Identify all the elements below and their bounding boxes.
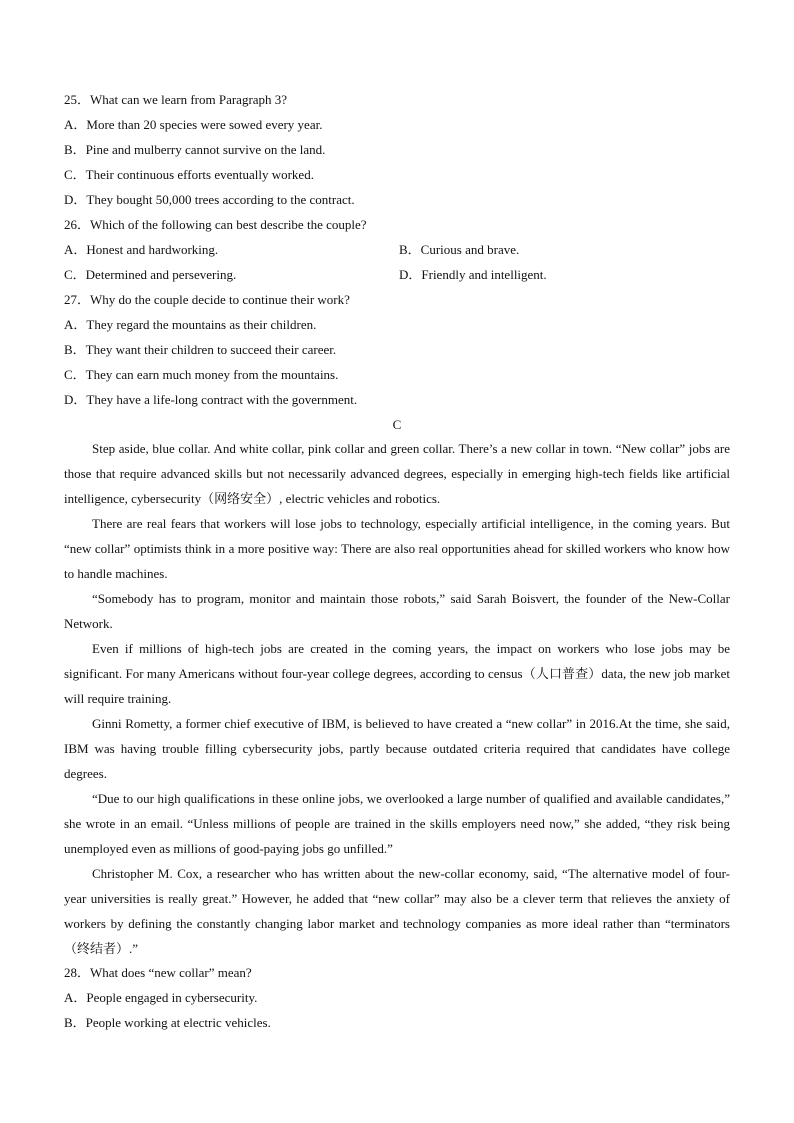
passage-paragraph-1: Step aside, blue collar. And white collar, pink collar and green collar. There’s a new collar in town. “New collar” jobs are those that require advanced skills but not necessarily advanced degrees, especially in emerging high-tech fields like artificial intelligence, cybersecurity（网络安全）, electric vehicles and robotics.	[64, 441, 730, 506]
question-27-stem: 27．Why do the couple decide to continue their work?	[64, 292, 350, 307]
question-26-option-d: D．Friendly and intelligent.	[399, 267, 547, 282]
question-28-stem: 28．What does “new collar” mean?	[64, 965, 252, 980]
passage-paragraph-7: Christopher M. Cox, a researcher who has written about the new-collar economy, said, “The alternative model of four-year universities is really great.” However, he added that “new collar” may also be a clever term that relieves the anxiety of workers by defining the constantly changing labor market and technology companies as more ideal rather than “terminators（终结者）.”	[64, 866, 730, 956]
question-27-option-c: C．They can earn much money from the mountains.	[64, 367, 339, 382]
question-25-option-b: B．Pine and mulberry cannot survive on the land.	[64, 142, 326, 157]
passage-paragraph-5: Ginni Rometty, a former chief executive of IBM, is believed to have created a “new collar” in 2016.At the time, she said, IBM was having trouble filling cybersecurity jobs, partly because outdated criteria required that candidates have college degrees.	[64, 716, 730, 781]
question-27-option-a: A．They regard the mountains as their children.	[64, 317, 317, 332]
question-25-option-c: C．Their continuous efforts eventually worked.	[64, 167, 314, 182]
passage-paragraph-6: “Due to our high qualifications in these online jobs, we overlooked a large number of qualified and available candidates,” she wrote in an email. “Unless millions of people are trained in the skills employers need now,” she added, “they risk being unemployed even as millions of good-paying jobs go unfilled.”	[64, 791, 730, 856]
question-28-option-b: B．People working at electric vehicles.	[64, 1015, 271, 1030]
question-26-option-b: B．Curious and brave.	[399, 242, 520, 257]
passage-paragraph-3: “Somebody has to program, monitor and maintain those robots,” said Sarah Boisvert, the founder of the New-Collar Network.	[64, 591, 730, 631]
question-26-stem: 26．Which of the following can best describe the couple?	[64, 217, 367, 232]
question-26-option-c: C．Determined and persevering.	[64, 267, 237, 282]
question-26-option-a: A．Honest and hardworking.	[64, 242, 219, 257]
question-25-option-d: D．They bought 50,000 trees according to the contract.	[64, 192, 355, 207]
passage-paragraph-2: There are real fears that workers will lose jobs to technology, especially artificial intelligence, in the coming years. But “new collar” optimists think in a more positive way: There are also real opportunities ahead for skilled workers who know how to handle machines.	[64, 516, 730, 581]
passage-paragraph-4: Even if millions of high-tech jobs are created in the coming years, the impact on workers who lose jobs may be significant. For many Americans without four-year college degrees, according to census（人口普查）data, the new job market will require training.	[64, 641, 730, 706]
question-28-option-a: A．People engaged in cybersecurity.	[64, 990, 258, 1005]
question-27-option-d: D．They have a life-long contract with the government.	[64, 392, 358, 407]
section-c-heading: C	[392, 417, 402, 432]
question-25-stem: 25．What can we learn from Paragraph 3?	[64, 92, 288, 107]
question-27-option-b: B．They want their children to succeed their career.	[64, 342, 337, 357]
question-25-option-a: A．More than 20 species were sowed every year.	[64, 117, 323, 132]
